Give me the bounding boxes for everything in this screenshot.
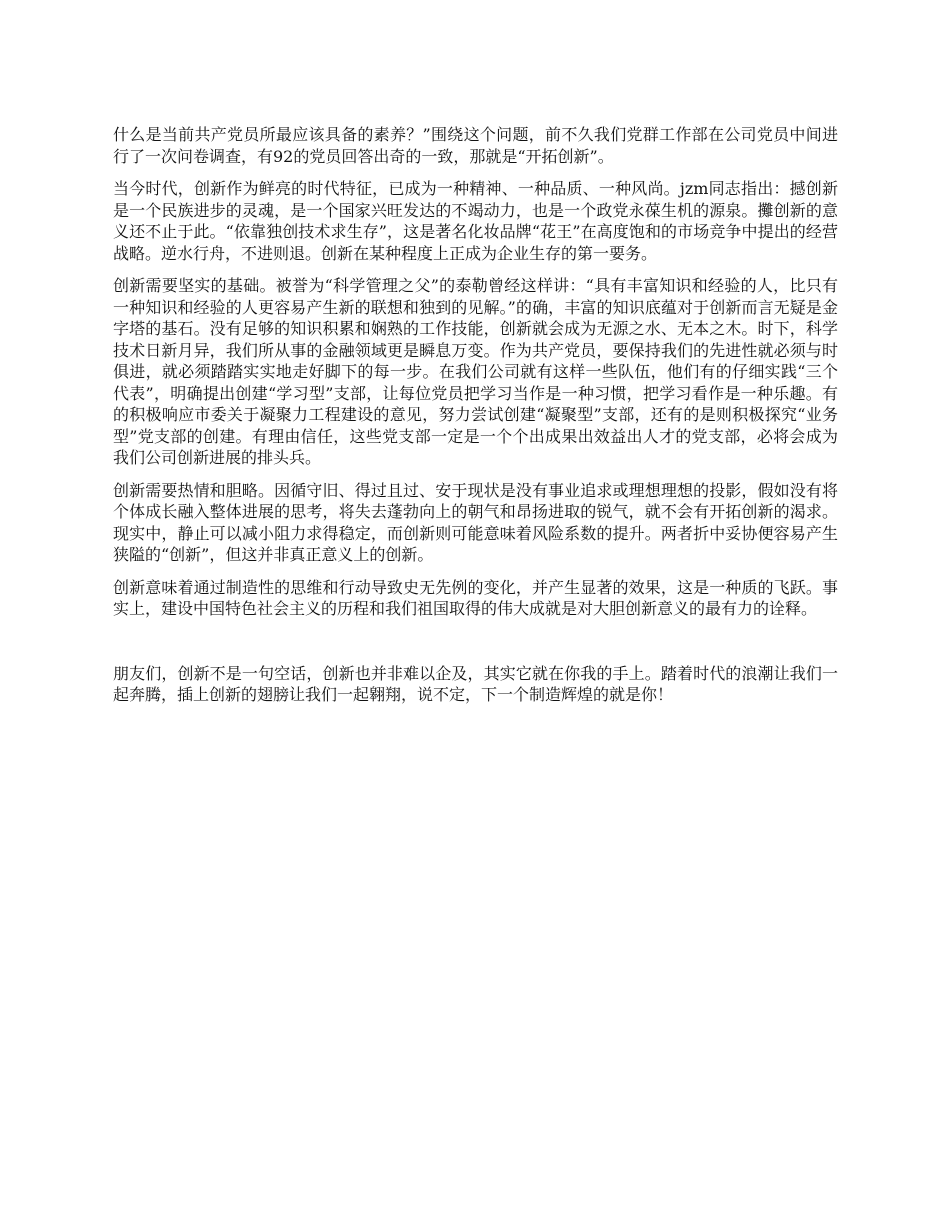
paragraph-6: 朋友们，创新不是一句空话，创新也并非难以企及，其实它就在你我的手上。踏着时代的浪潮让我们一起奔腾，插上创新的翅膀让我们一起翱翔，说不定，下一个制造辉煌的就是你！ <box>113 663 838 704</box>
document-body <box>113 124 838 717</box>
paragraph-1: 什么是当前共产党员所最应该具备的素养？”围绕这个问题，前不久我们党群工作部在公司党员中间进行了一次问卷调查，有92的党员回答出奇的一致，那就是“开拓创新”。 <box>113 125 838 166</box>
paragraph-2: 当今时代，创新作为鲜亮的时代特征，已成为一种精神、一种品质、一种风尚。jzm同志指出：撼创新是一个民族进步的灵魂，是一个国家兴旺发达的不竭动力，也是一个政党永葆生机的源泉。攤创新的意义还不止于此。“依靠独创技术求生存”，这是著名化妆品牌“花王”在高度饱和的市场竞争中提出的经营战略。逆水行舟，不进则退。创新在某种程度上正成为企业生存的第一要务。 <box>113 179 838 263</box>
paragraph-5: 创新意味着通过制造性的思维和行动导致史无先例的变化，并产生显著的效果，这是一种质的飞跃。事实上，建设中国特色社会主义的历程和我们祖国取得的伟大成就是对大胆创新意义的最有力的诠释。 <box>113 577 838 618</box>
paragraph-3: 创新需要坚实的基础。被誉为“科学管理之父”的泰勒曾经这样讲：“具有丰富知识和经验的人，比只有一种知识和经验的人更容易产生新的联想和独到的见解。”的确，丰富的知识底蕴对于创新而言无疑是金字塔的基石。没有足够的知识积累和娴熟的工作技能，创新就会成为无源之水、无本之木。时下，科学技术日新月异，我们所从事的金融领域更是瞬息万变。作为共产党员，要保持我们的先进性就必须与时俱进，就必须踏踏实实地走好脚下的每一步。在我们公司就有这样一些队伍，他们有的仔细实践“三个代表”，明确提出创建“学习型”支部，让每位党员把学习当作是一种习惯，把学习看作是一种乐趣。有的积极响应市委关于凝聚力工程建设的意见，努力尝试创建“凝聚型”支部，还有的是则积极探究“业务型”党支部的创建。有理由信任，这些党支部一定是一个个出成果出效益出人才的党支部，必将会成为我们公司创新进展的排头兵。 <box>113 276 838 467</box>
paragraph-4: 创新需要热情和胆略。因循守旧、得过且过、安于现状是没有事业追求或理想理想的投影，假如没有将个体成长融入整体进展的思考，将失去蓬勃向上的朝气和昂扬进取的锐气，就不会有开拓创新的渴求。现实中，静止可以减小阻力求得稳定，而创新则可能意味着风险系数的提升。两者折中妥协便容易产生狭隘的“创新”，但这并非真正意义上的创新。 <box>113 480 838 564</box>
